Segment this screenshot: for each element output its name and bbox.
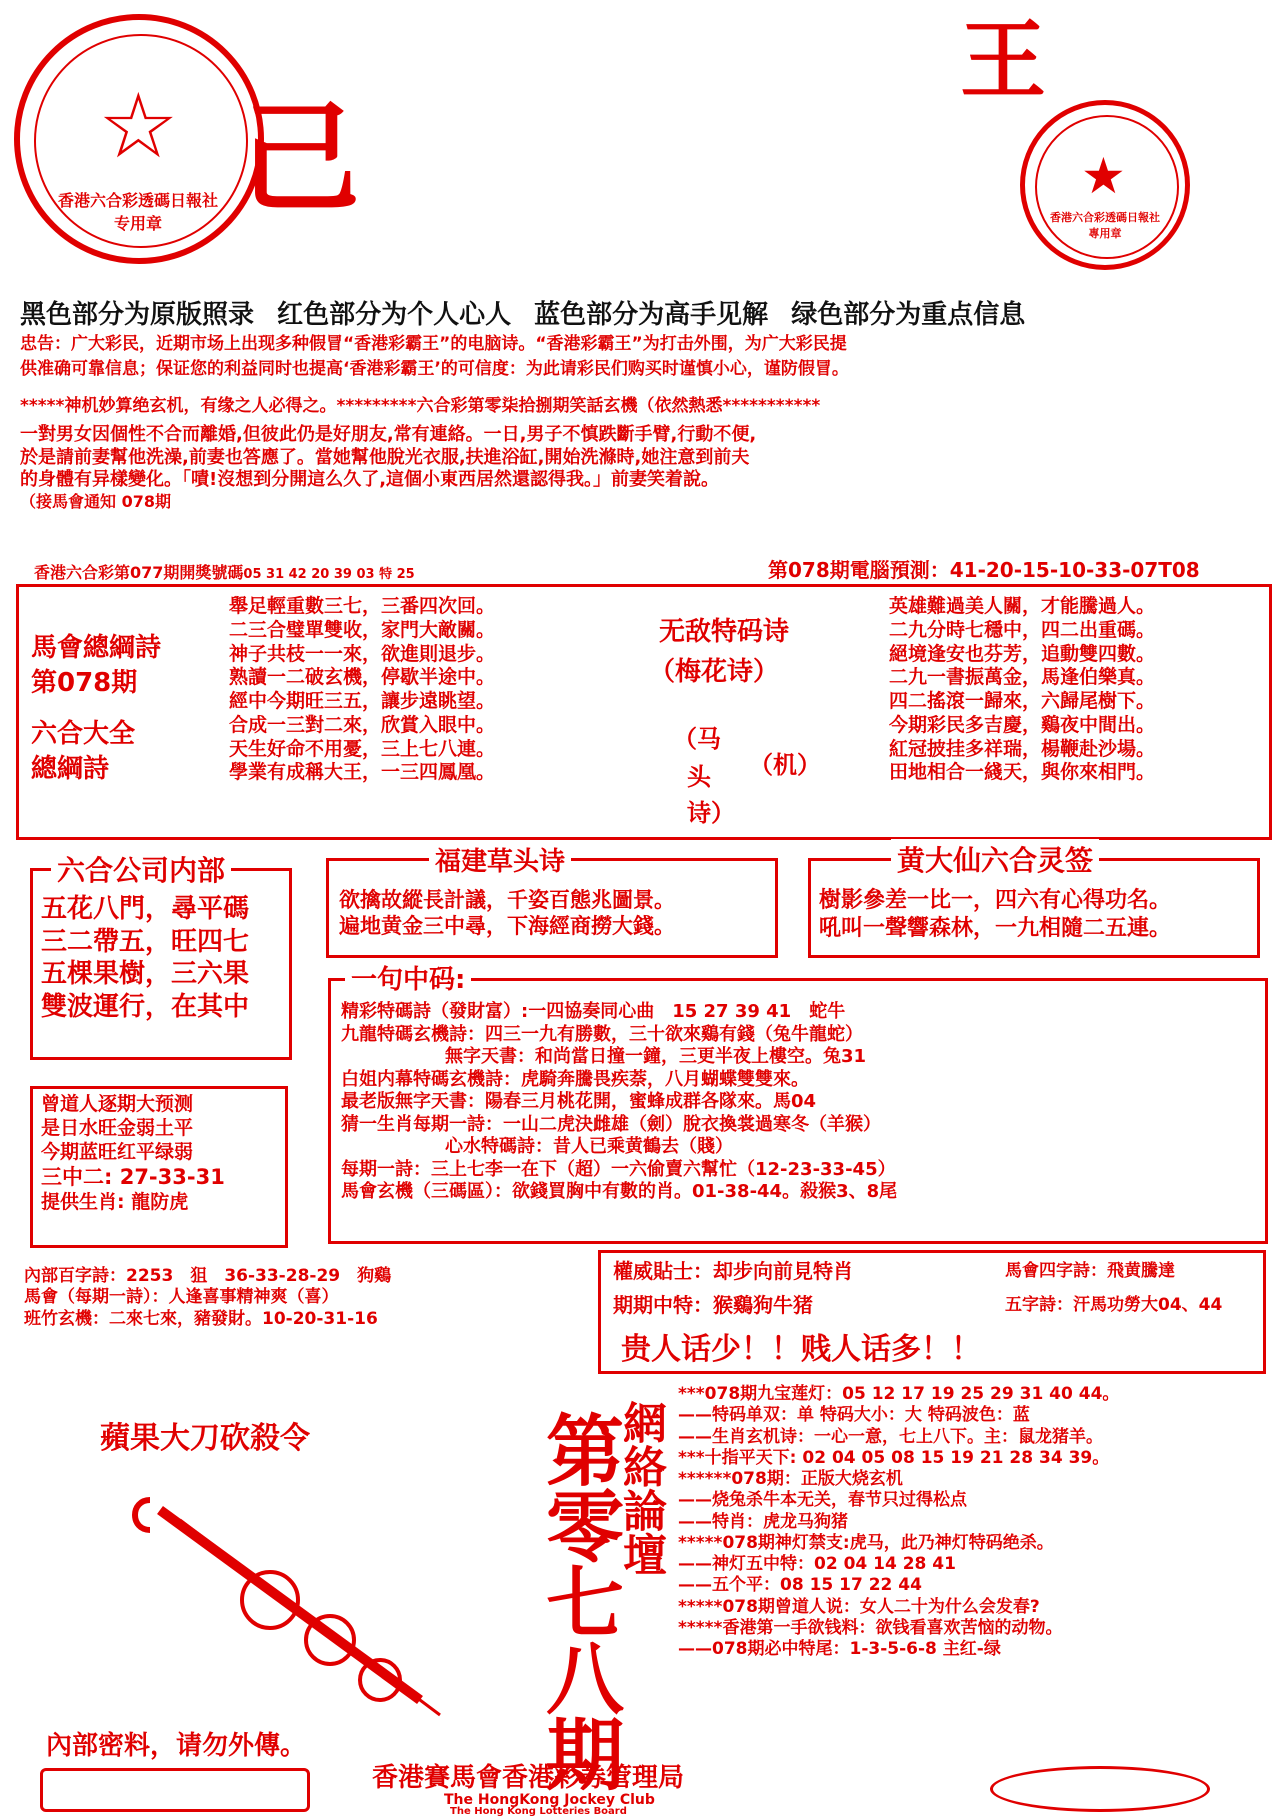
notice-line: 供准确可靠信息；保证您的利益同时也提高‘香港彩霸王’的可信度：为此请彩民们购买时谨慎小心，谨防假冒。	[20, 359, 849, 380]
sentence-line: 每期一詩：三上七李一在下（超）一六偷賣六幫忙（12-23-33-45）	[341, 1158, 896, 1180]
header-glyph: 己	[240, 90, 360, 229]
footer-en2: The Hong Kong Lotteries Board	[450, 1806, 627, 1817]
footer-en1: The HongKong Jockey Club	[444, 1792, 655, 1808]
poem-line: 紅冠披挂多祥瑞，楊鞭赴沙場。	[889, 737, 1156, 760]
forum-line: *****078期曾道人说：女人二十为什么会发春?	[678, 1596, 1040, 1617]
poem-line: 二九分時七穩中，四二出重碼。	[889, 618, 1156, 641]
poem-line: 合成一三對二來，欣賞入眼中。	[229, 713, 496, 736]
forum-line: ——特肖：虎龙马狗猪	[678, 1511, 848, 1532]
main-poem-box	[16, 584, 1272, 840]
poem-line: 二九一書振萬金，馬逢伯樂真。	[889, 666, 1156, 689]
legend-red: 红色部分为个人心人	[277, 300, 512, 330]
forum-line: ——078期必中特尾：1-3-5-6-8 主红-绿	[678, 1639, 1001, 1659]
joke-line: 的身體有异樣變化。「嘖!沒想到分開這么久了,這個小東西居然還認得我。」前妻笑着說。	[20, 469, 720, 490]
sentence-line: 精彩特碼詩（發財富）:一四協奏同心曲 15 27 39 41 蛇牛	[341, 1001, 846, 1022]
poem-b	[889, 595, 1155, 785]
inner-lines	[41, 893, 249, 1023]
poem-line: 四二搖滾一歸來，六歸尾樹下。	[889, 690, 1156, 712]
draw-result	[34, 563, 415, 583]
poem-line: 神子共枝一一來，欲進則退步。	[229, 642, 496, 665]
huangdaxian-title: 黄大仙六合灵签	[891, 839, 1099, 879]
inner-line: 雙波運行，在其中	[41, 991, 250, 1022]
sentence-line: 九龍特碼玄機詩：四三一九有勝數，三十欲來鷄有錢（兔牛龍蛇）	[341, 1023, 863, 1045]
footer-cn: 香港賽馬會香港彩券管理局	[372, 1763, 685, 1793]
huangdaxian-box	[808, 844, 1260, 958]
one-sentence-box	[328, 965, 1268, 1244]
prediction-label: 第078期電腦預測：	[768, 558, 950, 582]
zengdao-line: 今期蓝旺红平绿弱	[41, 1140, 194, 1163]
forum-line: ——五个平：08 15 17 22 44	[678, 1575, 922, 1596]
forum-lines	[678, 1384, 1119, 1660]
poem-line: 舉足輕重數三七，三番四次回。	[229, 595, 496, 617]
main-title: 總綱詩	[31, 754, 110, 785]
forum-line: ——烧兔杀牛本无关，春节只过得松点	[678, 1490, 967, 1511]
fujian-title: 福建草头诗	[429, 841, 571, 878]
main-title: 馬會總綱詩	[31, 633, 162, 663]
authority-tip-2: 馬會四字詩：飛黄騰達	[1005, 1261, 1175, 1281]
poem-line: 絕境逢安也芬芳，追動雙四數。	[889, 642, 1156, 665]
draw-numbers: 05 31 42 20 39 03 特 25	[243, 567, 415, 582]
poem-line: 二三合璧單雙收，家門大敵關。	[229, 618, 496, 641]
apple-title: 蘋果大刀砍殺令	[100, 1421, 310, 1456]
main-left-titles	[31, 631, 161, 787]
legend-black: 黑色部分为原版照录	[20, 300, 255, 330]
poem-line: 天生好命不用憂，三上七八連。	[229, 737, 496, 760]
one-sentence-lines	[341, 1001, 897, 1204]
inner-line: 三二帶五，旺四七	[41, 926, 250, 957]
zengdao-lines	[41, 1093, 225, 1214]
poem-line: 田地相合一綫天，與你來相門。	[889, 761, 1156, 784]
mid-subtitle: （梅花诗）	[649, 657, 780, 687]
inner-section-box	[30, 854, 292, 1060]
huangdaxian-lines	[819, 887, 1171, 942]
poem-line: 英雄難過美人關，才能騰過人。	[889, 595, 1156, 617]
round-stamp-right	[1020, 100, 1190, 270]
prediction-numbers: 41-20-15-10-33-07T08	[949, 558, 1200, 582]
vertical-issue-title: 第零七八期	[533, 1410, 623, 1790]
poem-line: 熟讀一二破玄機，停歇半途中。	[229, 666, 496, 689]
star-icon: ★	[1081, 147, 1126, 205]
mid-title: 无敌特码诗	[659, 617, 790, 647]
forum-line: ***078期九宝莲灯：05 12 17 19 25 29 31 40 44。	[678, 1384, 1120, 1404]
sword-illustration	[120, 1480, 480, 1730]
joke-title: *****神机妙算绝玄机，有缘之人必得之。*********六合彩第零柒拾捌期笑話玄機（依然熱悉***********	[20, 396, 821, 416]
mid-note: （机）	[749, 751, 821, 779]
poem-line: 經中今期旺三五，讓步遠眺望。	[229, 690, 496, 712]
mid-note: （马	[673, 725, 721, 753]
huangdaxian-line: 樹影參差一比一，四六有心得功名。	[819, 888, 1172, 913]
mid-note: 头	[687, 763, 711, 791]
inner-title: 六合公司内部	[51, 849, 231, 889]
sentence-line: 馬會玄機（三碼區）：欲錢買胸中有數的肖。01-38-44。殺猴3、8尾	[341, 1181, 898, 1202]
prediction	[768, 558, 1200, 583]
poem-line: 今期彩民多吉慶，鷄夜中間出。	[889, 713, 1156, 736]
round-stamp-left	[14, 14, 264, 264]
internal-secret: 內部密料，请勿外傳。	[46, 1731, 307, 1761]
internal-line: 班竹玄機：二來七來，豬發財。10-20-31-16	[24, 1308, 378, 1329]
forum-line: ******078期：正版大烧玄机	[678, 1469, 903, 1489]
authority-tip: 權威貼士：却步向前見特肖	[613, 1259, 853, 1283]
joke-line: 於是請前妻幫他洗澡,前妻也答應了。當她幫他脫光衣服,扶進浴缸,開始洗滌時,她注意到前夫	[20, 446, 750, 468]
stamp-text-2: 香港六合彩透碼日報社 專用章	[1050, 211, 1160, 240]
footer-ornament-left	[40, 1768, 310, 1812]
fujian-line: 遍地黄金三中尋，下海經商撈大錢。	[339, 914, 675, 939]
zengdao-line: 是日水旺金弱土平	[41, 1116, 194, 1139]
stamp-text: 香港六合彩透碼日報社 专用章	[57, 191, 218, 233]
legend-line	[20, 294, 1025, 331]
internal-poem	[24, 1266, 391, 1330]
draw-label: 香港六合彩第077期開獎號碼	[34, 563, 244, 582]
sentence-line: 心水特碼詩：昔人已乘黄鶴去（賤）	[445, 1136, 733, 1157]
sentence-line: 最老版無字天書：陽春三月桃花開，蜜蜂成群各隊來。馬04	[341, 1091, 817, 1112]
one-sentence-title: 一句中码:	[345, 959, 471, 996]
inner-line: 五棵果樹，三六果	[41, 959, 250, 989]
zengdao-box	[30, 1086, 288, 1248]
authority-special: 期期中特：猴鷄狗牛猪	[613, 1293, 813, 1317]
main-title: 六合大全	[31, 719, 136, 750]
sentence-line: 猜一生肖每期一詩：一山二虎決雌雄（劍）脫衣換裳過寒冬（羊猴）	[341, 1113, 881, 1135]
mid-note: 诗）	[687, 799, 735, 827]
fujian-lines	[339, 887, 675, 940]
zengdao-line: 提供生肖: 龍防虎	[41, 1190, 189, 1213]
joke-line: 一對男女因個性不合而離婚,但彼此仍是好朋友,常有連絡。一日,男子不慎跌斷手臂,行動不便,	[20, 424, 757, 445]
forum-line: ——特码单双：单 特码大小：大 特码波色：蓝	[678, 1405, 1030, 1426]
fujian-line: 欲擒故縱長計議，千姿百態兆圖景。	[339, 888, 675, 912]
poem-a	[229, 595, 495, 785]
legend-green: 绿色部分为重点信息	[791, 300, 1026, 330]
internal-line: 馬會（每期一詩）：人逢喜事精神爽（喜）	[24, 1287, 339, 1308]
zengdao-line: 三中二: 27-33-31	[41, 1165, 225, 1190]
forum-line: ——生肖玄机诗：一心一意，七上八下。主：鼠龙猪羊。	[678, 1426, 1103, 1447]
sentence-line: 白姐内幕特碼玄機詩：虎騎奔騰畏疾萘，八月蝴蝶雙雙來。	[341, 1068, 809, 1090]
forum-line: *****香港第一手欲钱料：欲钱看喜欢苦恼的动物。	[678, 1617, 1063, 1638]
zengdao-title: 曾道人逐期大预测	[41, 1093, 194, 1115]
main-issue: 第078期	[31, 668, 138, 699]
star-icon: ☆	[98, 74, 179, 179]
authority-box	[598, 1250, 1266, 1374]
fujian-box	[326, 847, 778, 958]
forum-line: ***十指平天下: 02 04 05 08 15 19 21 28 34 39。	[678, 1447, 1110, 1468]
notice-line: 忠告：广大彩民，近期市场上出现多种假冒“香港彩霸王”的电脑诗。“香港彩霸王”为打击外围，为广大彩民提	[20, 334, 847, 354]
inner-line: 五花八門，尋平碼	[41, 894, 250, 924]
notice	[20, 334, 849, 381]
slogan: 贵人话少！！贱人话多！！	[621, 1332, 981, 1367]
authority-special-2: 五字詩：汗馬功勞大04、44	[1005, 1295, 1223, 1315]
joke-body	[20, 424, 756, 512]
poem-line: 學業有成稱大王，一三四鳳凰。	[229, 761, 496, 784]
forum-line: ——神灯五中特：02 04 14 28 41	[678, 1554, 956, 1574]
huangdaxian-line: 吼叫一聲響森林，一九相隨二五連。	[819, 915, 1172, 941]
footer-ornament-right	[990, 1766, 1210, 1812]
legend-blue: 蓝色部分为高手见解	[534, 300, 769, 330]
header-glyph-2: 王	[960, 11, 1046, 111]
forum-line: *****078期神灯禁支:虎马，此乃神灯特码绝杀。	[678, 1532, 1054, 1553]
sentence-line: 無字天書：和尚當日撞一鐘，三更半夜上樓空。兔31	[445, 1046, 867, 1067]
vertical-forum-title: 網絡論壇	[615, 1400, 666, 1576]
joke-line: （接馬會通知 078期	[20, 491, 171, 511]
internal-line: 內部百字詩：2253 狙 36-33-28-29 狗鷄	[24, 1266, 392, 1286]
